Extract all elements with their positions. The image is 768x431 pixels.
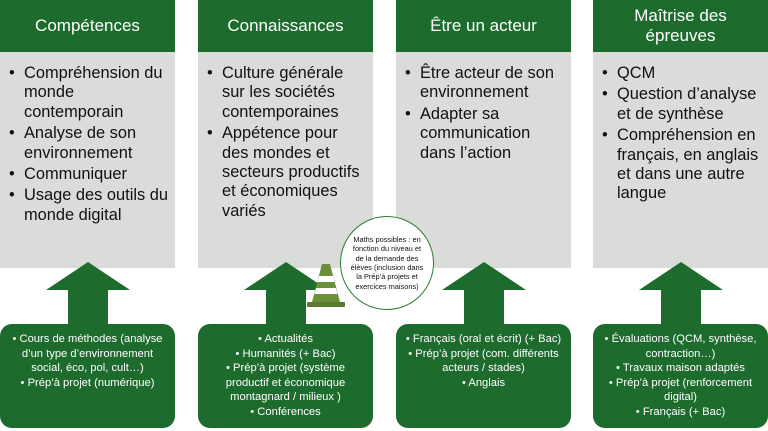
means-box (0, 324, 175, 428)
column-title: Maîtrise des épreuves (593, 0, 768, 52)
column-etre-acteur (396, 0, 571, 431)
column-title: Connaissances (198, 0, 373, 52)
up-arrow-icon (46, 262, 130, 328)
maths-note-text: Maths possibles : en fonction du niveau et de la demande des élèves (inclusion dans la Prép’à projets et exercices maisons) (350, 234, 424, 291)
list-item: • Prép’à projet (com. différents acteurs / stades) (402, 347, 565, 376)
list-item: • Prép’à projet (numérique) (6, 376, 169, 391)
column-panel (0, 52, 175, 268)
up-arrow-icon (639, 262, 723, 328)
column-title: Être un acteur (396, 0, 571, 52)
list-item: • Travaux maison adaptés (599, 361, 762, 376)
list-item: • Cours de méthodes (analyse d’un type d’environnement social, éco, pol, cult…) (6, 332, 169, 376)
means-box (396, 324, 571, 428)
list-item: • Analyse de son environnement (24, 124, 169, 163)
column-panel (198, 52, 373, 268)
column-title: Compétences (0, 0, 175, 52)
list-item: • Humanités (+ Bac) (204, 347, 367, 362)
list-item: • Actualités (204, 332, 367, 347)
list-item: • Être acteur de son environnement (420, 64, 565, 103)
column-panel (593, 52, 768, 268)
list-item: • Compréhension du monde contemporain (24, 64, 169, 122)
column-maitrise-epreuves (593, 0, 768, 431)
list-item: • Français (oral et écrit) (+ Bac) (402, 332, 565, 347)
maths-note-bubble (340, 216, 434, 310)
means-box (593, 324, 768, 428)
means-box (198, 324, 373, 428)
list-item: • Prép’à projet (renforcement digital) (599, 376, 762, 405)
list-item: • Évaluations (QCM, synthèse, contraction…) (599, 332, 762, 361)
list-item: • Usage des outils du monde digital (24, 186, 169, 225)
list-item: • Anglais (402, 376, 565, 391)
list-item: • Question d’analyse et de synthèse (617, 85, 762, 124)
list-item: • Culture générale sur les sociétés contemporaines (222, 64, 367, 122)
list-item: • Compréhension en français, en anglais et dans une autre langue (617, 126, 762, 204)
list-item: • Français (+ Bac) (599, 405, 762, 420)
list-item: • Adapter sa communication dans l’action (420, 105, 565, 163)
list-item: • Appétence pour des mondes et secteurs productifs et économiques variés (222, 124, 367, 221)
list-item: • Prép’à projet (système productif et économique montagnard / milieux ) (204, 361, 367, 405)
list-item: • Conférences (204, 405, 367, 420)
up-arrow-icon (442, 262, 526, 328)
column-connaissances (198, 0, 373, 431)
list-item: • Communiquer (24, 165, 169, 184)
list-item: • QCM (617, 64, 762, 83)
column-competences (0, 0, 175, 431)
